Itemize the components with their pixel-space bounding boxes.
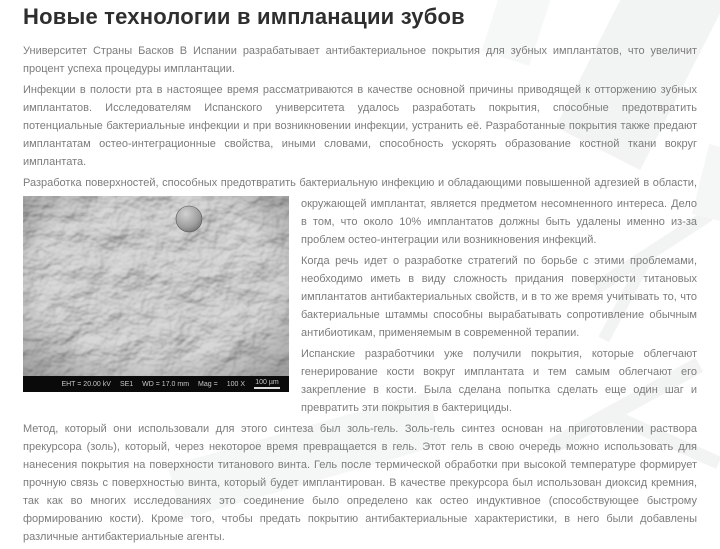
article-body [23,42,697,549]
sem-wd-value: WD = 17.0 mm [142,380,190,388]
page-title: Новые технологии в импланации зубов [23,4,465,29]
sem-mag-label: Mag = [198,380,218,388]
sem-detector-value: SE1 [119,380,134,388]
sem-scale-line [254,387,280,389]
sem-eht-value: EHT = 20.00 kV [61,380,111,388]
article-paragraph-3-rest: окружающей имплантат, является предметом несомненного интереса. Дело в том, что около 10% имплантатов должны быть удалены именно из-за проблем остео-интеграции или возникновения инфекций. [301,198,697,246]
sem-micrograph-image [23,196,289,376]
article-paragraph-4: Когда речь идет о разработке стратегий по борьбе с этими проблемами, необходимо иметь в виду сложность придания поверхности титановых имплантатов антибактериальных свойств, и в то же время учитывать то, что бактериальные штаммы способны вырабатывать сопротивление обычным антибиотикам, применяемым в современной терапии. [301,255,697,339]
sem-scale-bar [254,379,280,389]
sem-scale-label: 100 µm [255,379,279,386]
sem-mag-value: 100 X [226,380,245,388]
article-paragraph-3-lead: Разработка поверхностей, способных предотвратить бактериальную инфекцию и обладающими повышенной адгезией в области, [23,177,697,189]
sem-info-bar [23,376,289,392]
article-paragraph-5: Испанские разработчики уже получили покрытия, которые облегчают генерирование кости вокруг имплантата и тем самым облегчают его закрепление в кости. Была сделана попытка сделать еще один шаг и превратить эти покрытия в бактерициды. [301,348,697,414]
sem-micrograph [23,196,289,376]
sem-figure [23,196,289,392]
article-paragraph-1: Университет Страны Басков В Испании разрабатывает антибактериальное покрытия для зубных имплантатов, что увеличит процент успеха процедуры имплантации. [23,45,697,75]
article-paragraph-2: Инфекции в полости рта в настоящее время рассматриваются в качестве основной причины приводящей к отторжению зубных имплантатов. Исследователям Испанского университета удалось разработать покрытия, способные предотвратить потенциальные бактериальные инфекции и при возникновении инфекции, устранить её. Разработанные покрытия также предают имплантатам остео-интеграционные свойства, иными словами, способность ускорять образование костной ткани вокруг имплантата. [23,84,697,168]
article-paragraph-6: Метод, который они использовали для этого синтеза был золь-гель. Золь-гель синтез основан на приготовлении раствора прекурсора (золь), который, через некоторое время превращается в гель. Этот гель в свою очередь можно использовать для нанесения покрытия на поверхности титанового винта. Гель после термической обработки при высокой температуре формирует прочную связь с поверхностью винта, который будет имплантирован. В качестве прекурсора был использован диоксид кремния, так как во многих исследованиях это соединение было определено как остео индуктивное (способствующее быстрому формированию кости). Кроме того, чтобы предать покрытию антибактериальные характеристики, в него были добавлены различные антибактериальные агенты. [23,423,697,543]
